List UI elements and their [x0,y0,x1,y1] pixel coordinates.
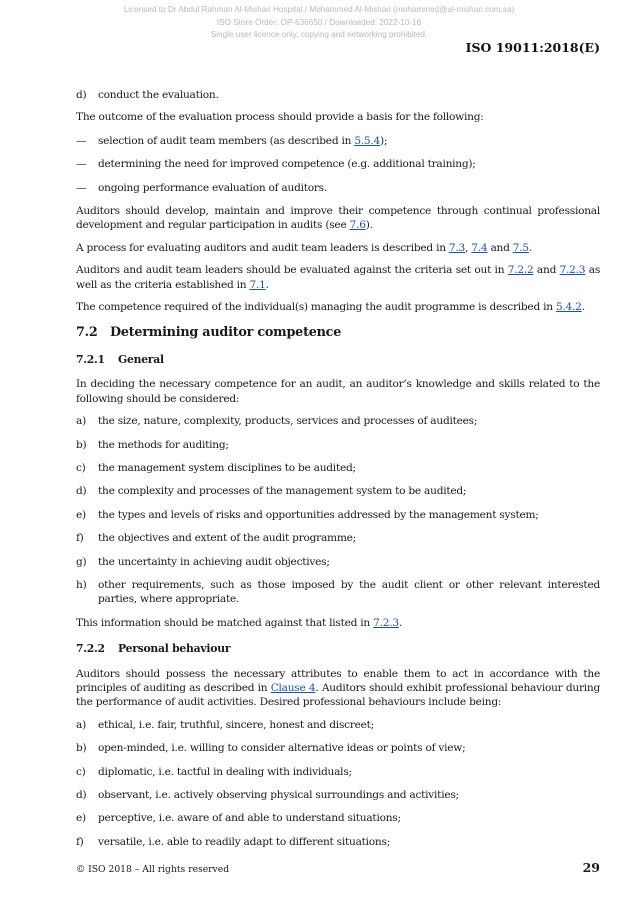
ref-link-7-1[interactable]: 7.1 [249,278,266,291]
outcome-intro: The outcome of the evaluation process should provide a basis for the following: [76,111,484,124]
list-item-label: a) [76,718,86,731]
list-item-text: the management system disciplines to be audited; [98,461,356,474]
list-item-label: e) [76,508,86,521]
list-item-text: other requirements, such as those imposed by the audit client or other relevant interested parties, where appropriate. [98,578,600,606]
list-item-label: b) [76,438,87,451]
match-paragraph [76,616,600,630]
list-item-text: the types and levels of risks and opportunities addressed by the management system; [98,508,539,521]
outcome-item-2-text: determining the need for improved competence (e.g. additional training); [98,158,476,171]
list-item-text: diplomatic, i.e. tactful in dealing with individuals; [98,765,352,778]
page-content [76,88,600,858]
evaluation-paragraph [76,263,600,292]
ref-link-7-2-3[interactable]: 7.2.3 [559,264,586,277]
list-item-text: ethical, i.e. fair, truthful, sincere, honest and discreet; [98,718,374,731]
list-item [76,438,600,452]
list-item-label: f) [76,835,84,848]
section-number: 7.2 [76,325,98,341]
list-item [76,555,600,569]
watermark-line-3: Single user licence only, copying and networking prohibited. [210,30,428,40]
evaluation-end: . [265,278,269,291]
behaviour-intro-end: . Auditors should exhibit professional behaviour during the performance of audit activities. Desired professional behaviours include being: [76,681,600,709]
process-sep-1: , [465,241,472,254]
section-title: Determining auditor competence [110,325,342,341]
competence-end: . [581,301,585,314]
competence-text: The competence required of the individual(s) managing the audit programme is described in [76,301,556,314]
list-item-label: c) [76,765,86,778]
process-end: . [528,241,533,254]
list-item [76,765,600,779]
ref-link-clause-4[interactable]: Clause 4 [270,681,316,694]
standard-identifier: ISO 19011:2018(E) [465,40,600,55]
licence-watermark [0,4,638,42]
list-item-label: f) [76,532,84,545]
behaviours-list [76,718,600,849]
behaviour-intro-text: Auditors should possess the necessary attributes to enable them to act in accordance with the principles of auditing as described in [76,667,600,694]
list-item-label: h) [76,578,87,591]
list-item [76,484,600,498]
develop-paragraph [76,204,600,233]
subsection-number: 7.2.1 [76,352,105,366]
match-text: This information should be matched against that listed in [76,616,374,629]
list-item [76,531,600,545]
evaluation-mid-2: as well as the criteria established in [76,264,601,291]
ref-link-7-6[interactable]: 7.6 [349,219,366,232]
evaluation-text: Auditors and audit team leaders should be evaluated against the criteria set out in [76,264,508,277]
outcome-item-2 [76,157,600,171]
list-item-label: b) [76,742,87,755]
list-item [76,811,600,825]
page-number: 29 [582,860,600,875]
list-item-label: d) [76,789,87,801]
list-item-label: d) [76,89,87,101]
develop-end: ). [365,219,373,232]
subsection-heading-7-2-2 [76,642,600,656]
process-sep-2: and [487,241,513,254]
list-item-text: open-minded, i.e. willing to consider alternative ideas or points of view; [98,742,466,755]
list-item [76,414,600,428]
ref-link-7-5[interactable]: 7.5 [512,241,529,254]
outcome-item-1 [76,134,600,148]
dash-marker: — [76,158,87,171]
subsection-title: Personal behaviour [118,642,231,656]
list-item [76,741,600,755]
dash-marker: — [76,181,87,194]
competence-factors-list [76,414,600,607]
outcome-item-3 [76,181,600,195]
list-item-label: e) [76,812,86,825]
list-item-label: g) [76,555,87,568]
develop-text: Auditors should develop, maintain and improve their competence through continual professional development and regular participation in audits (see [76,205,600,232]
list-item-text: the objectives and extent of the audit programme; [98,532,356,545]
competence-paragraph [76,300,600,314]
ref-link-7-3[interactable]: 7.3 [448,241,466,254]
list-item [76,788,600,802]
ref-link-7-2-3-b[interactable]: 7.2.3 [373,616,399,629]
process-paragraph [76,241,600,255]
list-item [76,835,600,849]
list-item [76,578,600,607]
ref-link-7-4[interactable]: 7.4 [471,241,488,254]
list-item [76,508,600,522]
list-item-label: a) [76,415,86,428]
watermark-line-2: ISO Store Order: OP-636650 / Downloaded: 2022-10-16 [216,17,422,27]
outcome-item-1-end: ); [380,134,388,147]
evaluation-mid-1: and [533,264,560,277]
copyright-notice: © ISO 2018 – All rights reserved [76,864,230,875]
watermark-line-1: Licensed to Dr Abdul Rahman Al-Mishari Hospital / Mohammed Al-Mishari (mohammed@al-mishari.com.sa) [123,5,515,14]
dash-marker: — [76,134,87,147]
list-item-text: the uncertainty in achieving audit objectives; [98,555,330,568]
list-item-text: versatile, i.e. able to readily adapt to different situations; [98,835,391,848]
match-end: . [398,616,402,629]
list-item-text: the size, nature, complexity, products, services and processes of auditees; [98,415,478,428]
list-item-text: the methods for auditing; [98,438,229,451]
ref-link-5-5-4[interactable]: 5.5.4 [354,134,381,147]
list-item-text: perceptive, i.e. aware of and able to understand situations; [98,812,401,825]
subsection-number: 7.2.2 [76,642,105,656]
subsection-heading-7-2-1 [76,353,600,367]
list-item-text: the complexity and processes of the management system to be audited; [98,485,467,498]
ref-link-7-2-2[interactable]: 7.2.2 [507,264,534,277]
section-heading-7-2 [76,326,600,340]
subsection-title: General [118,352,164,366]
behaviour-intro [76,667,600,710]
list-item [76,461,600,475]
outcome-item-3-text: ongoing performance evaluation of auditors. [98,181,327,194]
list-item-text: conduct the evaluation. [98,89,219,101]
list-item-d [76,88,600,102]
list-item [76,718,600,732]
general-intro: In deciding the necessary competence for an audit, an auditor’s knowledge and skills related to the following should be considered: [76,378,600,405]
list-item-label: c) [76,461,86,474]
outcome-item-1-text: selection of audit team members (as described in [98,134,355,147]
list-item-text: observant, i.e. actively observing physical surroundings and activities; [98,789,459,801]
list-item-label: d) [76,485,87,498]
process-text: A process for evaluating auditors and audit team leaders is described in [76,241,449,254]
ref-link-5-4-2[interactable]: 5.4.2 [555,301,582,314]
